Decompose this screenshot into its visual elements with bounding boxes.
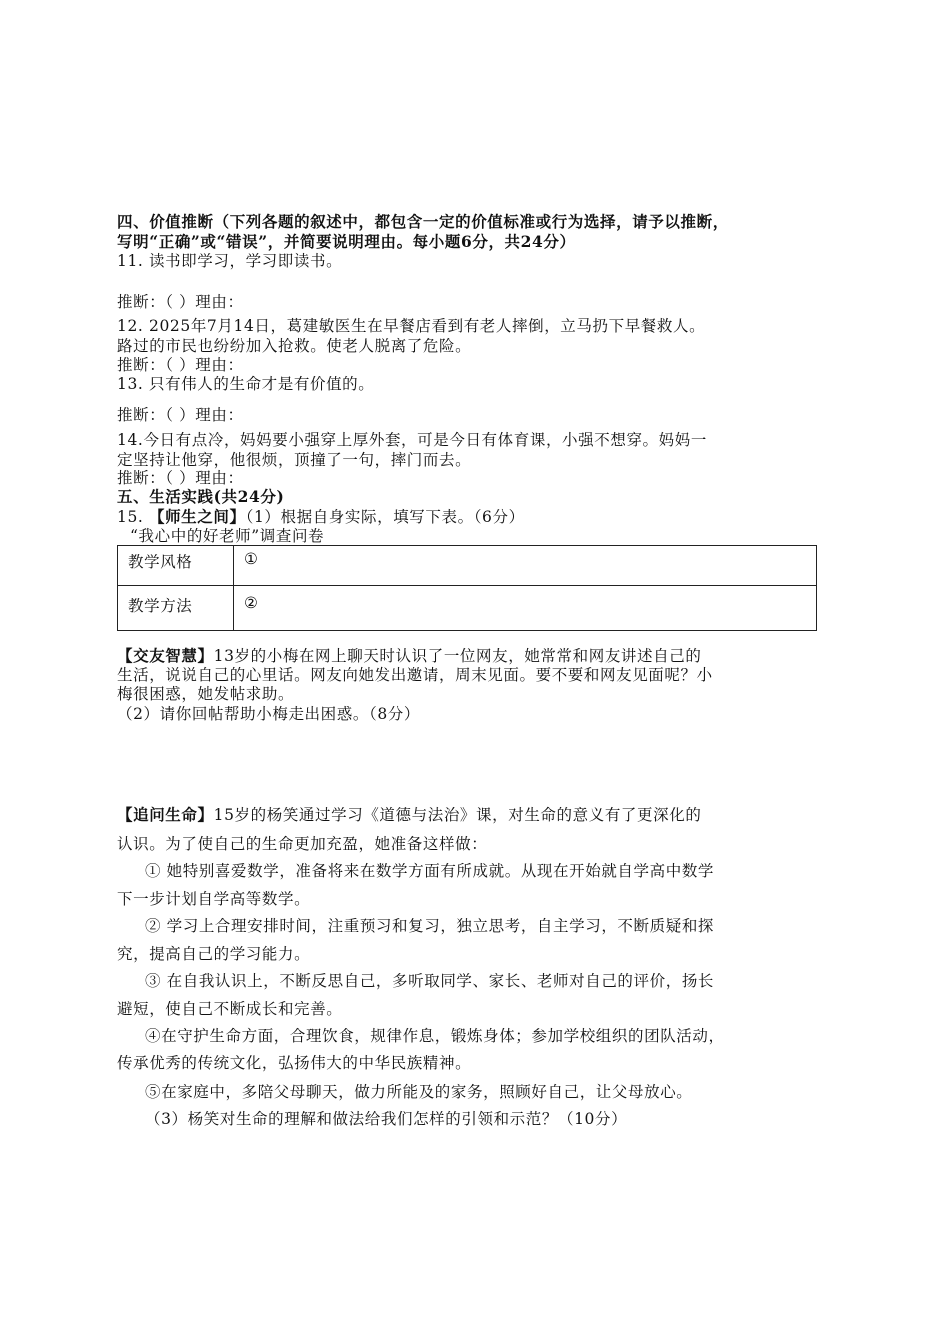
question-11-answer: 推断：（ ）理由： bbox=[117, 293, 244, 311]
survey-label-style: 教学风格 bbox=[118, 546, 234, 586]
table-row bbox=[118, 546, 817, 586]
life-item1-line2: 下一步计划自学高等数学。 bbox=[117, 890, 311, 908]
friend-question: （2）请你回帖帮助小梅走出困惑。（8分） bbox=[117, 705, 420, 723]
question-15-text: （1）根据自身实际，填写下表。（6分） bbox=[245, 508, 525, 526]
friend-line1 bbox=[117, 646, 701, 666]
section5-heading: 五、生活实践(共24分) bbox=[117, 487, 285, 506]
question-15-line bbox=[117, 507, 525, 527]
friend-text1: 13岁的小梅在网上聊天时认识了一位网友，她常常和网友讲述自己的 bbox=[213, 647, 702, 665]
question-12-answer: 推断：（ ）理由： bbox=[117, 356, 244, 374]
life-item1-line1: ① 她特别喜爱数学，准备将来在数学方面有所成就。从现在开始就自学高中数学 bbox=[145, 862, 715, 880]
life-title: 【追问生命】 bbox=[117, 806, 214, 824]
survey-value-method: ② bbox=[234, 586, 817, 631]
question-15-number: 15. bbox=[117, 508, 149, 526]
life-item5-line1: ⑤在家庭中，多陪父母聊天，做力所能及的家务，照顾好自己，让父母放心。 bbox=[145, 1083, 693, 1101]
question-15-title: 【师生之间】 bbox=[148, 507, 246, 526]
question-11: 11. 读书即学习，学习即读书。 bbox=[117, 252, 343, 270]
friend-line3: 梅很困惑，她发帖求助。 bbox=[117, 685, 295, 703]
life-item3-line1: ③ 在自我认识上，不断反思自己，多听取同学、家长、老师对自己的评价，扬长 bbox=[145, 972, 715, 990]
friend-line2: 生活，说说自己的心里话。网友向她发出邀请，周末见面。要不要和网友见面呢？小 bbox=[117, 666, 713, 684]
life-item2-line1: ② 学习上合理安排时间，注重预习和复习，独立思考，自主学习，不断质疑和探 bbox=[145, 917, 715, 935]
survey-table bbox=[117, 545, 817, 631]
question-14-line1: 14.今日有点冷，妈妈要小强穿上厚外套，可是今日有体育课，小强不想穿。妈妈一 bbox=[117, 431, 707, 449]
life-question: （3）杨笑对生命的理解和做法给我们怎样的引领和示范？（10分） bbox=[145, 1110, 628, 1128]
question-12-line2: 路过的市民也纷纷加入抢救。使老人脱离了危险。 bbox=[117, 337, 472, 355]
life-item4-line2: 传承优秀的传统文化，弘扬伟大的中华民族精神。 bbox=[117, 1054, 472, 1072]
question-13: 13. 只有伟人的生命才是有价值的。 bbox=[117, 375, 375, 393]
question-12-line1: 12. 2025年7月14日，葛建敏医生在早餐店看到有老人摔倒，立马扔下早餐救人。 bbox=[117, 317, 706, 335]
question-13-answer: 推断：（ ）理由： bbox=[117, 406, 244, 424]
life-line2: 认识。为了使自己的生命更加充盈，她准备这样做： bbox=[117, 835, 488, 853]
life-item2-line2: 究，提高自己的学习能力。 bbox=[117, 945, 311, 963]
life-item4-line1: ④在守护生命方面，合理饮食，规律作息，锻炼身体；参加学校组织的团队活动， bbox=[145, 1027, 725, 1045]
table-row bbox=[118, 586, 817, 631]
section4-heading-line2: 写明“正确”或“错误”，并简要说明理由。每小题6分，共24分） bbox=[117, 232, 576, 251]
question-14-line2: 定坚持让他穿，他很烦，顶撞了一句，摔门而去。 bbox=[117, 451, 472, 469]
survey-label-method: 教学方法 bbox=[118, 586, 234, 631]
survey-title: “我心中的好老师”调查问卷 bbox=[130, 527, 325, 545]
question-14-answer: 推断：（ ）理由： bbox=[117, 469, 244, 487]
section4-heading-line1: 四、价值推断（下列各题的叙述中，都包含一定的价值标准或行为选择，请予以推断， bbox=[117, 212, 729, 231]
life-line1 bbox=[117, 805, 701, 825]
friend-title: 【交友智慧】 bbox=[117, 647, 214, 665]
life-item3-line2: 避短，使自己不断成长和完善。 bbox=[117, 1000, 343, 1018]
survey-value-style: ① bbox=[234, 546, 817, 586]
life-text1: 15岁的杨笑通过学习《道德与法治》课，对生命的意义有了更深化的 bbox=[213, 806, 702, 824]
